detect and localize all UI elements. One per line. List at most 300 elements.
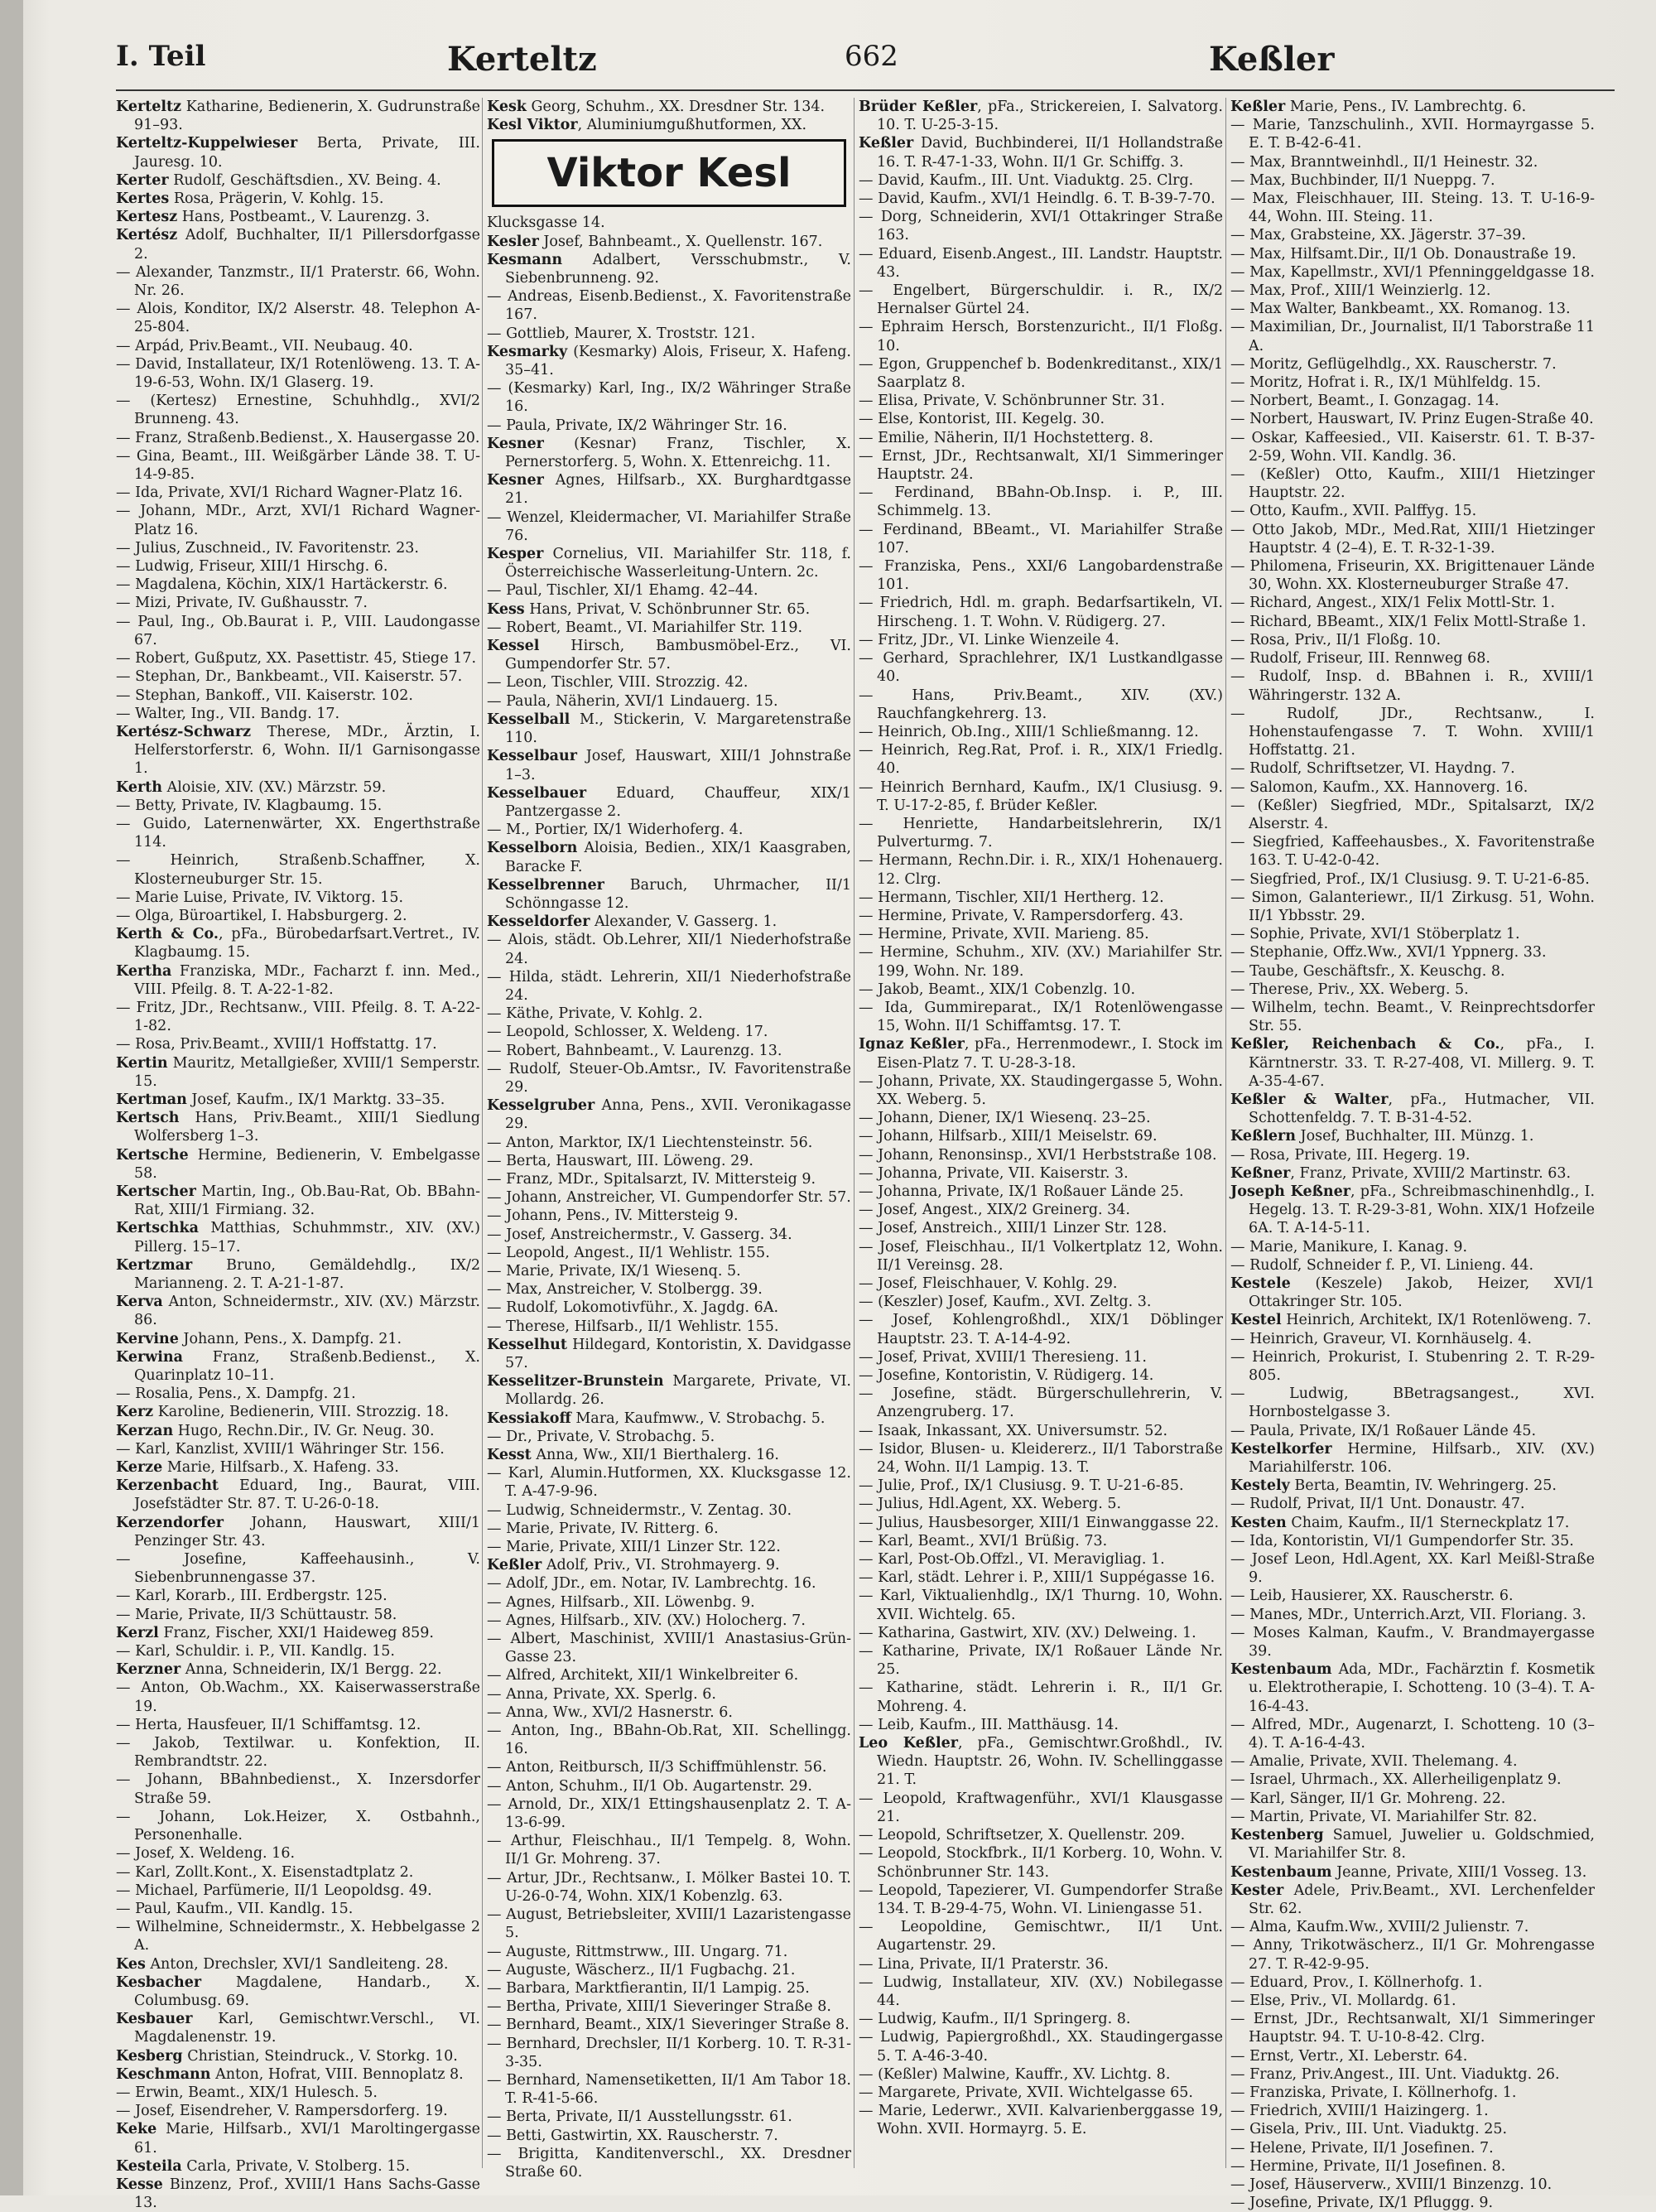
scan-edge: [0, 0, 23, 2195]
entry-details: — Max, Fleischhauer, III. Steing. 13. T. U-16-9-44, Wohn. III. Steing. 11.: [1230, 190, 1595, 226]
directory-entry: [1230, 925, 1595, 943]
column-divider: [482, 98, 483, 2168]
entry-details: — Salomon, Kaufm., XX. Hannoverg. 16.: [1230, 778, 1528, 796]
directory-entry: [487, 214, 851, 232]
entry-details: — Johann, Diener, IX/1 Wiesenq. 23–25.: [859, 1110, 1151, 1127]
directory-entry: [487, 1023, 851, 1041]
entry-surname: Kesner: [487, 435, 544, 452]
directory-entry: [1230, 833, 1595, 870]
directory-entry: [859, 907, 1223, 925]
entry-details: — Marie, Private, IV. Ritterg. 6.: [487, 1520, 719, 1537]
directory-entry: [487, 1501, 851, 1520]
entry-details: — Max, Branntweinhdl., II/1 Heinestr. 32.: [1230, 153, 1538, 171]
entry-details: — Hilda, städt. Lehrerin, XII/1 Niederhofstraße 24.: [487, 968, 851, 1004]
entry-details: — Therese, Hilfsarb., II/1 Wehlistr. 155.: [487, 1318, 779, 1335]
entry-details: (Kesmarky) Alois, Friseur, X. Hafeng. 35–41.: [505, 343, 851, 379]
directory-entry: [859, 1275, 1223, 1293]
directory-entry: [487, 1961, 851, 1979]
entry-details: — Max, Grabsteine, XX. Jägerstr. 37–39.: [1230, 227, 1526, 244]
entry-details: Georg, Schuhm., XX. Dresdner Str. 134.: [526, 99, 826, 115]
directory-entry: [1230, 1918, 1595, 1936]
directory-entry: [116, 925, 480, 961]
directory-entry: [116, 1808, 480, 1844]
directory-entry: [487, 435, 851, 471]
directory-entry: [116, 484, 480, 502]
directory-entry: [116, 1330, 480, 1348]
directory-entry: [487, 2071, 851, 2108]
directory-entry: [116, 815, 480, 851]
entry-details: — Karl, Kanzlist, XVIII/1 Währinger Str. 156.: [116, 1440, 445, 1458]
entry-details: — Martin, Private, VI. Mariahilfer Str. 82.: [1230, 1808, 1538, 1825]
entry-details: — Moses Kalman, Kaufm., V. Brandmayergasse 39.: [1230, 1624, 1595, 1660]
entry-details: — Rudolf, Privat, II/1 Unt. Donaustr. 47.: [1230, 1496, 1525, 1513]
directory-entry: [859, 925, 1223, 943]
directory-entry: [1230, 1385, 1595, 1421]
directory-entry: [487, 98, 851, 116]
entry-details: — Ida, Private, XVI/1 Richard Wagner-Platz 16.: [116, 484, 463, 502]
entry-details: Adolf, Buchhalter, II/1 Pillersdorfgasse 2.: [134, 227, 480, 263]
directory-entry: [116, 1973, 480, 2010]
directory-entry: [859, 318, 1223, 354]
directory-entry: [116, 999, 480, 1035]
directory-entry: [487, 2035, 851, 2071]
entry-details: — Karl, Viktualienhdlg., IX/1 Thurng. 10, Wohn. XVII. Wichtelg. 65.: [859, 1588, 1223, 1623]
directory-entry: [487, 1005, 851, 1023]
entry-details: , pFa., Hutmacher, VII. Schottenfeldg. 7. T. B-31-4-52.: [1249, 1091, 1595, 1127]
entry-details: — Alfred, Architekt, XII/1 Winkelbreiter 6.: [487, 1667, 799, 1684]
entry-surname: Kertin: [116, 1054, 168, 1072]
entry-surname: Kerter: [116, 171, 169, 189]
directory-entry: [116, 1550, 480, 1587]
directory-entry: [859, 447, 1223, 484]
entry-details: — Alma, Kaufm.Ww., XVIII/2 Julienstr. 7.: [1230, 1919, 1529, 1936]
entry-details: — (Kertesz) Ernestine, Schuhhdlg., XVI/2 Brunneng. 43.: [116, 393, 480, 428]
entry-details: — (Kesmarky) Karl, Ing., IX/2 Währinger Straße 16.: [487, 380, 851, 416]
directory-entry: [116, 1624, 480, 1642]
entry-details: — Bertha, Private, XIII/1 Sieveringer Straße 8.: [487, 1998, 831, 2016]
entry-details: — Katharine, städt. Lehrerin i. R., II/1 Gr. Mohreng. 4.: [859, 1679, 1223, 1715]
entry-details: Franz, Straßenb.Bedienst., X. Quarinplatz 10–11.: [134, 1348, 480, 1385]
entry-details: — Anna, Ww., XVI/2 Hasnerstr. 6.: [487, 1704, 733, 1721]
entry-details: — Richard, Angest., XIX/1 Felix Mottl-Str. 1.: [1230, 595, 1556, 612]
entry-details: — Karl, Zollt.Kont., X. Eisenstadtplatz 2.: [116, 1863, 414, 1881]
entry-details: — Rudolf, Steuer-Ob.Amtsr., IV. Favoritenstraße 29.: [487, 1060, 851, 1096]
directory-entry: [1230, 2010, 1595, 2046]
directory-entry: [116, 1587, 480, 1605]
entry-details: — Helene, Private, II/1 Josefinen. 7.: [1230, 2139, 1494, 2157]
directory-entry: [116, 190, 480, 208]
entry-details: — August, Betriebsleiter, XVIII/1 Lazaristengasse 5.: [487, 1906, 851, 1942]
directory-entry: [116, 1514, 480, 1550]
directory-entry: [1230, 373, 1595, 392]
directory-entry: [1230, 999, 1595, 1035]
entry-details: — Alexander, Tanzmstr., II/1 Praterstr. 66, Wohn. Nr. 26.: [116, 263, 480, 300]
directory-entry: [487, 692, 851, 711]
entry-details: Therese, MDr., Ärztin, I. Helferstorferstr. 6, Wohn. II/1 Garnisongasse 1.: [134, 723, 480, 778]
entry-details: — Taube, Geschäftsfr., X. Keuschg. 8.: [1230, 962, 1505, 980]
directory-entry: [859, 2010, 1223, 2028]
directory-entry: [859, 1366, 1223, 1385]
entry-details: Adele, Priv.Beamt., XVI. Lerchenfelder Str. 62.: [1249, 1882, 1595, 1917]
entry-details: — Sophie, Private, XVI/1 Stöberplatz 1.: [1230, 926, 1520, 943]
entry-details: — Marie, Private, XIII/1 Linzer Str. 122.: [487, 1539, 781, 1556]
entry-details: Berta, Beamtin, IV. Wehringerg. 25.: [1289, 1477, 1557, 1495]
directory-entry: [859, 1293, 1223, 1311]
entry-details: Franz, Fischer, XXI/1 Haideweg 859.: [158, 1624, 434, 1641]
entry-details: — Lina, Private, II/1 Praterstr. 36.: [859, 1955, 1109, 1973]
directory-entry: [487, 2016, 851, 2034]
directory-entry: [116, 778, 480, 797]
entry-details: Aloisia, Bedien., XIX/1 Kaasgraben, Baracke F.: [505, 840, 851, 875]
directory-entry: [859, 1219, 1223, 1237]
entry-surname: Kerteltz-Kuppelwieser: [116, 135, 298, 152]
directory-entry: [1230, 1256, 1595, 1275]
directory-entry: [1230, 2047, 1595, 2065]
entry-surname: Kesselbauer: [487, 784, 587, 802]
entry-surname: Kesseldorfer: [487, 913, 590, 931]
directory-entry: [1230, 962, 1595, 981]
entry-details: — Egon, Gruppenchef b. Bodenkreditanst., XIX/1 Saarplatz 8.: [859, 355, 1223, 392]
directory-entry: [1230, 1422, 1595, 1440]
directory-entry: [487, 1280, 851, 1299]
directory-entry: [116, 907, 480, 925]
entry-details: — Ludwig, Installateur, XIV. (XV.) Nobilegasse 44.: [859, 1973, 1223, 2009]
directory-entry: [116, 1109, 480, 1145]
entry-details: Ada, MDr., Fachärztin f. Kosmetik u. Elektrotherapie, I. Schotteng. 10 (3–4). T. A-16-4-43.: [1249, 1661, 1595, 1715]
entry-details: , pFa., Gemischtwr.Großhdl., IV. Wiedn. Hauptstr. 26, Wohn. IV. Schellinggasse 21. T.: [877, 1735, 1223, 1789]
entry-details: Johann, Hauswart, XIII/1 Penzinger Str. 43.: [134, 1514, 480, 1549]
entry-details: , pFa., Bürobedarfsart.Vertret., IV. Klagbaumg. 15.: [134, 926, 480, 961]
directory-entry: [859, 134, 1223, 171]
entry-details: — Barbara, Marktfierantin, II/1 Lampig. 25.: [487, 1979, 810, 1997]
directory-entry: [487, 1832, 851, 1868]
entry-details: — Hermine, Private, II/1 Josefinen. 8.: [1230, 2157, 1506, 2175]
entry-details: — Leopold, Schriftsetzer, X. Quellenstr. 209.: [859, 1827, 1186, 1844]
directory-entry: [859, 1716, 1223, 1734]
column-1: [116, 98, 480, 2212]
directory-entry: [487, 1299, 851, 1317]
entry-details: — Heinrich Bernhard, Kaufm., IX/1 Clusiusg. 9. T. U-17-2-85, f. Brüder Keßler.: [859, 778, 1223, 814]
directory-entry: [859, 1587, 1223, 1623]
entry-surname: Kesbauer: [116, 2011, 193, 2028]
entry-details: — Heinrich, Ob.Ing., XIII/1 Schließmanng. 12.: [859, 723, 1199, 740]
directory-entry: [116, 337, 480, 355]
directory-entry: [116, 98, 480, 134]
entry-surname: Kerth: [116, 778, 162, 796]
directory-entry: [116, 2102, 480, 2120]
entry-details: — Dr., Private, V. Strobachg. 5.: [487, 1428, 715, 1445]
directory-entry: [116, 355, 480, 392]
entry-details: — Else, Kontorist, III. Kegelg. 30.: [859, 411, 1105, 428]
directory-entry: [859, 1734, 1223, 1790]
entry-details: — Ludwig, Schneidermstr., V. Zentag. 30.: [487, 1501, 792, 1519]
entry-details: Heinrich, Architekt, IX/1 Rotenlöweng. 7.: [1281, 1312, 1591, 1329]
directory-entry: [859, 1127, 1223, 1145]
directory-entry: [487, 1906, 851, 1942]
entry-surname: Kestel: [1230, 1312, 1282, 1329]
entry-details: — Adolf, JDr., em. Notar, IV. Lambrechtg. 16.: [487, 1575, 816, 1593]
entry-details: Eduard, Ing., Baurat, VIII. Josefstädter Str. 87. T. U-26-0-18.: [134, 1477, 480, 1513]
entry-details: — Bernhard, Beamt., XIX/1 Sieveringer Straße 8.: [487, 2017, 850, 2034]
entry-details: Matthias, Schuhmmstr., XIV. (XV.) Pillerg. 15–17.: [134, 1220, 480, 1255]
directory-entry: [1230, 778, 1595, 797]
entry-surname: Kertman: [116, 1091, 187, 1108]
entry-details: Rudolf, Geschäftsdien., XV. Being. 4.: [168, 171, 441, 189]
directory-entry: [487, 471, 851, 508]
entry-details: Samuel, Juwelier u. Goldschmied, VI. Mariahilfer Str. 8.: [1249, 1827, 1595, 1863]
directory-entry: [1230, 1550, 1595, 1587]
directory-entry: [1230, 98, 1595, 116]
entry-details: Margarete, Private, VI. Mollardg. 26.: [505, 1373, 851, 1409]
directory-entry: [487, 1372, 851, 1409]
entry-details: Karoline, Bedienerin, VIII. Strozzig. 18.: [153, 1404, 450, 1421]
entry-details: — Max, Anstreicher, V. Stolbergg. 39.: [487, 1281, 763, 1299]
directory-entry: [487, 1410, 851, 1428]
directory-entry: [487, 1428, 851, 1446]
entry-details: — Hermann, Tischler, XII/1 Hertherg. 12.: [859, 889, 1164, 906]
directory-entry: [1230, 2157, 1595, 2176]
entry-details: — Rudolf, JDr., Rechtsanw., I. Hohenstaufengasse 7. T. Wohn. XVIII/1 Hoffstattg. 21.: [1230, 705, 1595, 759]
entry-details: Carla, Private, V. Stolberg. 15.: [181, 2157, 411, 2175]
entry-details: Anna, Pens., XVII. Veronikagasse 29.: [505, 1097, 851, 1133]
directory-entry: [116, 1918, 480, 1954]
entry-surname: Kesl Viktor: [487, 117, 578, 134]
directory-entry: [859, 999, 1223, 1035]
entry-surname: Kertész: [116, 227, 178, 244]
entry-details: — Karl, Schuldir. i. P., VII. Kandlg. 15.: [116, 1643, 395, 1660]
entry-details: — Franziska, Pens., XXI/6 Langobardenstraße 101.: [859, 558, 1223, 594]
directory-entry: [1230, 410, 1595, 428]
directory-entry: [859, 778, 1223, 815]
entry-details: — Ernst, JDr., Rechtsanwalt, XI/1 Simmeringer Hauptstr. 24.: [859, 447, 1223, 484]
entry-details: — Rudolf, Schriftsetzer, VI. Haydng. 7.: [1230, 760, 1515, 778]
entry-details: — Albert, Maschinist, XVIII/1 Anastasius-Grün-Gasse 23.: [487, 1631, 851, 1666]
directory-entry: [859, 1183, 1223, 1201]
entry-details: Magdalene, Handarb., X. Columbusg. 69.: [134, 1973, 480, 2009]
directory-entry: [859, 1035, 1223, 1072]
entry-details: — Ferdinand, BBahn-Ob.Insp. i. P., III. Schimmelg. 13.: [859, 484, 1223, 520]
entry-surname: Kesselball: [487, 711, 570, 728]
entry-surname: Kerwina: [116, 1348, 183, 1366]
directory-entry: [487, 325, 851, 343]
directory-entry: [1230, 1311, 1595, 1329]
entry-details: — Fritz, JDr., Rechtsanw., VIII. Pfeilg. 8. T. A-22-1-82.: [116, 999, 480, 1035]
entry-details: Hildegard, Kontoristin, X. Davidgasse 57.: [505, 1336, 851, 1371]
directory-entry: [116, 797, 480, 815]
entry-details: — Leib, Hausierer, XX. Rauscherstr. 6.: [1230, 1588, 1514, 1605]
directory-entry: [116, 1440, 480, 1458]
entry-surname: Kertscher: [116, 1183, 196, 1200]
directory-entry: [487, 1795, 851, 1832]
directory-entry: [859, 429, 1223, 447]
directory-entry: [859, 815, 1223, 851]
directory-entry: [116, 2065, 480, 2084]
entry-details: Cornelius, VII. Mariahilfer Str. 118, f. Österreichische Wasserleitung-Untern. 2c.: [505, 546, 851, 581]
entry-surname: Kesselitzer-Brunstein: [487, 1373, 664, 1390]
directory-entry: [1230, 465, 1595, 502]
entry-details: — Walter, Ing., VII. Bandg. 17.: [116, 705, 340, 722]
entry-details: — Berta, Private, II/1 Ausstellungsstr. 61.: [487, 2108, 792, 2126]
directory-entry: [487, 1758, 851, 1776]
directory-entry: [1230, 1882, 1595, 1918]
entry-details: — Andreas, Eisenb.Bedienst., X. Favoritenstraße 167.: [487, 288, 851, 324]
directory-entry: [116, 594, 480, 612]
entry-details: — Mizi, Private, IV. Gußhausstr. 7.: [116, 595, 368, 612]
entry-surname: Kertesz: [116, 209, 178, 226]
directory-entry: [487, 251, 851, 287]
column-3: [859, 98, 1223, 2168]
directory-entry: [859, 1348, 1223, 1366]
entry-details: — Ludwig, Friseur, XIII/1 Hirschg. 6.: [116, 558, 388, 576]
directory-entry: [859, 557, 1223, 594]
directory-entry: [487, 784, 851, 821]
directory-entry: [116, 1458, 480, 1477]
directory-entry: [859, 1624, 1223, 1642]
directory-entry: [859, 282, 1223, 318]
directory-entry: [116, 1146, 480, 1183]
column-4: [1230, 98, 1596, 2212]
entry-details: — Manes, MDr., Unterrich.Arzt, VII. Floriang. 3.: [1230, 1606, 1586, 1623]
entry-details: — Margarete, Private, XVII. Wichtelgasse 65.: [859, 2084, 1193, 2101]
entry-details: Anna, Schneiderin, IX/1 Bergg. 22.: [181, 1661, 442, 1679]
entry-surname: Kestenbaum: [1230, 1661, 1332, 1679]
column-2: [487, 98, 851, 2181]
entry-details: Martin, Ing., Ob.Bau-Rat, Ob. BBahn-Rat, XIII/1 Firmiang. 32.: [134, 1183, 480, 1219]
entry-details: Adolf, Priv., VI. Strohmayerg. 9.: [542, 1557, 780, 1574]
directory-entry: [859, 1201, 1223, 1219]
directory-entry: [1230, 300, 1595, 318]
entry-details: — Rudolf, Schneider f. P., VI. Linieng. 44.: [1230, 1256, 1534, 1274]
directory-entry: [116, 687, 480, 705]
entry-details: Alexander, V. Gasserg. 1.: [590, 913, 777, 931]
entry-details: , Franz, Private, XVIII/2 Martinstr. 63.: [1290, 1164, 1572, 1182]
entry-details: — Wenzel, Kleidermacher, VI. Mariahilfer Straße 76.: [487, 508, 851, 544]
directory-entry: [116, 613, 480, 649]
entry-surname: Kerzl: [116, 1624, 159, 1641]
entry-details: — Katharina, Gastwirt, XIV. (XV.) Delweing. 1.: [859, 1624, 1196, 1641]
entry-details: — Alfred, MDr., Augenarzt, I. Schotteng. 10 (3–4). T. A-16-4-43.: [1230, 1716, 1595, 1752]
header-part: I. Teil: [116, 40, 206, 73]
directory-entry: [487, 600, 851, 619]
entry-details: — Siegfried, Kaffeehausbes., X. Favoritenstraße 163. T. U-42-0-42.: [1230, 834, 1595, 870]
directory-entry: [1230, 1606, 1595, 1624]
directory-entry: [116, 705, 480, 723]
entry-surname: Kestenberg: [1230, 1827, 1324, 1844]
entry-details: — (Keßler) Siegfried, MDr., Spitalsarzt, IX/2 Alserstr. 4.: [1230, 797, 1595, 832]
entry-details: — Rudolf, Insp. d. BBahnen i. R., XVIII/1 Währingerstr. 132 A.: [1230, 668, 1595, 704]
directory-entry: [487, 1060, 851, 1096]
entry-surname: Kesk: [487, 99, 527, 115]
entry-details: — Ephraim Hersch, Borstenzuricht., II/1 Floßg. 10.: [859, 319, 1223, 354]
directory-entry: [1230, 1660, 1595, 1716]
directory-entry: [1230, 1091, 1595, 1127]
directory-entry: [1230, 263, 1595, 282]
entry-surname: Kesler: [487, 233, 539, 250]
entry-details: — Auguste, Rittmstrww., III. Ungarg. 71.: [487, 1943, 788, 1960]
entry-surname: Keßler: [487, 1557, 542, 1574]
entry-details: Karl, Gemischtwr.Verschl., VI. Magdalenenstr. 19.: [134, 2011, 480, 2046]
directory-entry: [1230, 282, 1595, 300]
entry-details: — Robert, Bahnbeamt., V. Laurenzg. 13.: [487, 1042, 782, 1059]
directory-entry: [116, 1882, 480, 1900]
entry-details: — Ida, Gummireparat., IX/1 Rotenlöwengasse 15, Wohn. II/1 Schiffamtsg. 17. T.: [859, 999, 1223, 1035]
entry-details: Chaim, Kaufm., II/1 Sterneckplatz 17.: [1286, 1514, 1570, 1531]
directory-entry: [487, 2127, 851, 2145]
directory-entry: [859, 2102, 1223, 2138]
entry-details: — (Keßler) Otto, Kaufm., XIII/1 Hietzinger Hauptstr. 22.: [1230, 466, 1595, 502]
header-right-word: Keßler: [1209, 40, 1335, 79]
directory-entry: [1230, 1716, 1595, 1752]
directory-entry: [859, 1955, 1223, 1973]
entry-details: — Josef, X. Weldeng. 16.: [116, 1845, 296, 1863]
directory-entry: [487, 1188, 851, 1207]
entry-details: — Heinrich, Graveur, VI. Kornhäuselg. 4.: [1230, 1330, 1532, 1347]
directory-entry: [859, 1164, 1223, 1183]
directory-entry: [116, 1183, 480, 1219]
directory-entry: [116, 447, 480, 484]
entry-details: , pFa., Strickereien, I. Salvatorg. 10. T. U-25-3-15.: [877, 99, 1223, 134]
entry-surname: Kertsch: [116, 1110, 180, 1127]
directory-entry: [1230, 613, 1595, 631]
directory-entry: [859, 1477, 1223, 1495]
entry-details: — Stephan, Dr., Bankbeamt., VII. Kaiserstr. 57.: [116, 668, 463, 686]
directory-entry: [116, 851, 480, 888]
directory-entry: [487, 876, 851, 913]
entry-details: — Josef, Eisendreher, V. Rampersdorferg. 19.: [116, 2103, 448, 2120]
directory-entry: [487, 1574, 851, 1593]
entry-details: — Rudolf, Lokomotivführ., X. Jagdg. 6A.: [487, 1299, 779, 1317]
entry-details: — Paul, Kaufm., VII. Kandlg. 15.: [116, 1900, 354, 1917]
entry-surname: Kesner: [487, 472, 544, 489]
directory-entry: [859, 355, 1223, 392]
directory-entry: [487, 839, 851, 875]
entry-details: Jeanne, Private, XIII/1 Vosseg. 13.: [1331, 1863, 1587, 1881]
directory-entry: [1230, 1238, 1595, 1256]
entry-details: — Julius, Hdl.Agent, XX. Weberg. 5.: [859, 1496, 1122, 1513]
directory-entry: [859, 1569, 1223, 1587]
entry-surname: Kerth & Co.: [116, 926, 219, 943]
directory-entry: [487, 2108, 851, 2126]
directory-entry: [487, 913, 851, 931]
entry-details: Mauritz, Metallgießer, XVIII/1 Semperstr. 15.: [134, 1054, 480, 1090]
entry-details: — Josef, Angest., XIX/2 Greinerg. 34.: [859, 1202, 1130, 1219]
entry-details: — Josef, Anstreichermstr., V. Gasserg. 34.: [487, 1226, 792, 1243]
entry-details: Hans, Postbeamt., V. Laurenzg. 3.: [177, 209, 431, 226]
directory-entry: [487, 968, 851, 1005]
entry-details: — Marie Luise, Private, IV. Viktorg. 15.: [116, 889, 404, 906]
entry-details: Christian, Steindruck., V. Storkg. 10.: [182, 2047, 458, 2065]
directory-entry: [1230, 797, 1595, 833]
entry-details: — Amalie, Private, XVII. Thelemang. 4.: [1230, 1753, 1518, 1771]
entry-details: Anton, Hofrat, VIII. Bennoplatz 8.: [210, 2065, 464, 2083]
entry-details: — Franz, Priv.Angest., III. Unt. Viaduktg. 26.: [1230, 2065, 1560, 2083]
directory-entry: [487, 1318, 851, 1336]
entry-details: Marie, Hilfsarb., XVI/1 Maroltingergasse 61.: [134, 2121, 480, 2157]
directory-entry: [1230, 2102, 1595, 2120]
directory-entry: [1230, 245, 1595, 263]
entry-details: — Leopold, Angest., II/1 Wehlistr. 155.: [487, 1244, 770, 1261]
entry-details: — Johann, MDr., Arzt, XVI/1 Richard Wagner-Platz 16.: [116, 503, 480, 538]
entry-details: — Ludwig, Papiergroßhdl., XX. Staudingergasse 5. T. A-46-3-40.: [859, 2029, 1223, 2065]
entry-details: — Julius, Hausbesorger, XIII/1 Einwanggasse 22.: [859, 1514, 1220, 1531]
entry-details: — Jakob, Beamt., XIX/1 Cobenzlg. 10.: [859, 981, 1136, 998]
entry-details: M., Stickerin, V. Margaretenstraße 110.: [505, 711, 851, 747]
directory-entry: [1230, 631, 1595, 649]
directory-entry: [116, 1256, 480, 1293]
directory-entry: [859, 1238, 1223, 1275]
directory-entry: [859, 392, 1223, 410]
entry-details: — Anton, Schuhm., II/1 Ob. Augartenstr. 29.: [487, 1777, 812, 1795]
